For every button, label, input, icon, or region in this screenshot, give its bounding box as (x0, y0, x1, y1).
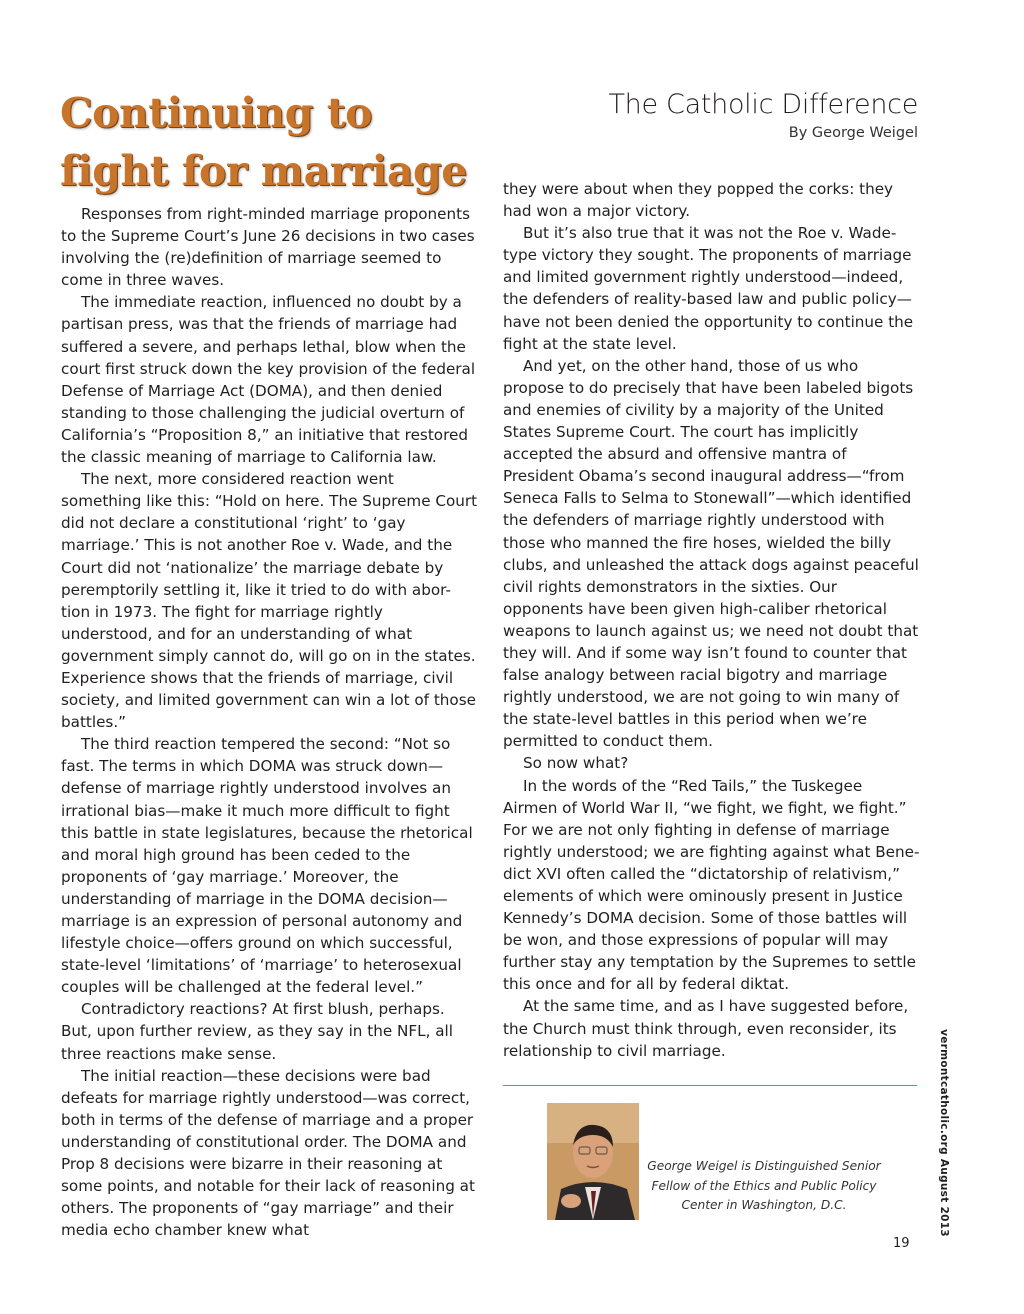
right-paragraph-6: At the same time, and as I have suggested before, the Church must think through, even reconsider, its relationship to civil marriage. (503, 997, 909, 1060)
left-paragraph-1: Responses from right-minded marriage proponents to the Supreme Court’s June 26 decisions in two cases involving the (re)definition of marriage seemed to come in three waves. (61, 205, 475, 290)
page-number: 19 (893, 1236, 910, 1251)
article-title (60, 84, 480, 200)
article-title-line-2: fight for marriage (60, 147, 467, 195)
author-bio: George Weigel is Distinguished Senior Fellow of the Ethics and Public Policy Center in Washington, D.C. (647, 1159, 881, 1212)
left-paragraph-6: The initial reaction—these decisions were bad defeats for marriage rightly understood—was correct, both in terms of the defense of marriage and a proper understanding of constitutional order. The DOMA and Prop 8 decisions were bizarre in their reasoning at some points, and notable for their lack of reasoning at others. The proponents of “gay marriage” and their media echo chamber knew what (61, 1066, 475, 1240)
sidebar-publication-info (936, 1029, 952, 1237)
left-paragraph-2: The immediate reaction, influenced no doubt by a partisan press, was that the friends of marriage had suffered a severe, and perhaps lethal, blow when the court first struck down the key provision of the federal Defense of Marriage Act (DOMA), and then denied standing to those challenging the judicial overturn of California’s “Proposition 8,” an initiative that restored the classic meaning of marriage to California law. (61, 293, 476, 467)
right-paragraph-1: they were about when they popped the corks: they had won a major victory. (503, 180, 894, 221)
right-column (503, 178, 921, 1062)
author-portrait-image (547, 1103, 639, 1220)
byline: By George Weigel (788, 125, 918, 141)
author-photo (547, 1103, 639, 1220)
left-paragraph-3: The next, more considered reaction went something like this: “Hold on here. The Supreme Court did not declare a constitutional ‘right’ to ‘gay marriage.’ This is not another Roe v. Wade, and the Court did not ‘nationalize’ the marriage debate by peremptorily settling it, like it tried to do with abor-tion in 1973. The fight for marriage rightly understood, and for an understanding of what government simply cannot do, will go on in the states. Experience shows that the friends of marriage, civil society, and limited government can win a lot of those battles.” (61, 470, 478, 732)
right-paragraph-2: But it’s also true that it was not the Roe v. Wade-type victory they sought. The proponents of marriage and limited government rightly understood—indeed, the defenders of reality-based law and public policy—have not been denied the opportunity to continue the fight at the state level. (503, 224, 914, 353)
left-column (61, 203, 479, 1241)
column-header (608, 88, 918, 144)
right-paragraph-5: In the words of the “Red Tails,” the Tuskegee Airmen of World War II, “we fight, we fight, we fight.” For we are not only fighting in defense of marriage rightly understood; we are fighting against what Bene-dict XVI often called the “dictatorship of relativism,” elements of which were ominously present in Justice Kennedy’s DOMA decision. Some of those battles will be won, and those expressions of popular will may further stay any temptation by the Supremes to settle this once and for all by federal diktat. (503, 776, 920, 994)
divider-rule (503, 1085, 917, 1086)
left-paragraph-4: The third reaction tempered the second: “Not so fast. The terms in which DOMA was struck down—defense of marriage rightly understood involves an irrational bias—make it much more difficult to fight this battle in state legislatures, because the rhetorical and moral high ground has been ceded to the proponents of ‘gay marriage.’ Moreover, the understanding of marriage in the DOMA decision—marriage is an expression of personal autonomy and lifestyle choice—offers ground on which successful, state-level ‘limitations’ of ‘marriage’ to heterosexual couples will be challenged at the federal level.” (61, 735, 473, 997)
column-name: The Catholic Difference (608, 89, 918, 120)
sidebar-text: vermontcatholic.org August 2013 (938, 1029, 950, 1237)
right-paragraph-4: So now what? (523, 754, 629, 773)
left-paragraph-5: Contradictory reactions? At first blush, perhaps. But, upon further review, as they say in the NFL, all three reactions make sense. (61, 1000, 453, 1063)
article-title-line-1: Continuing to (60, 89, 373, 137)
right-paragraph-3: And yet, on the other hand, those of us who propose to do precisely that have been labeled bigots and enemies of civility by a majority of the United States Supreme Court. The court has implicitly accepted the absurd and offensive mantra of President Obama’s second inaugural address—“from Seneca Falls to Selma to Stonewall”—which identified the defenders of marriage rightly understood with those who manned the fire hoses, wielded the billy clubs, and unleashed the attack dogs against peaceful civil rights demonstrators in the sixties. Our opponents have been given high-caliber rhetorical weapons to launch against us; we need not doubt that they will. And if some way isn’t found to counter that false analogy between racial bigotry and marriage rightly understood, we are not going to win many of the state-level battles in this period when we’re permitted to conduct them. (503, 356, 919, 751)
